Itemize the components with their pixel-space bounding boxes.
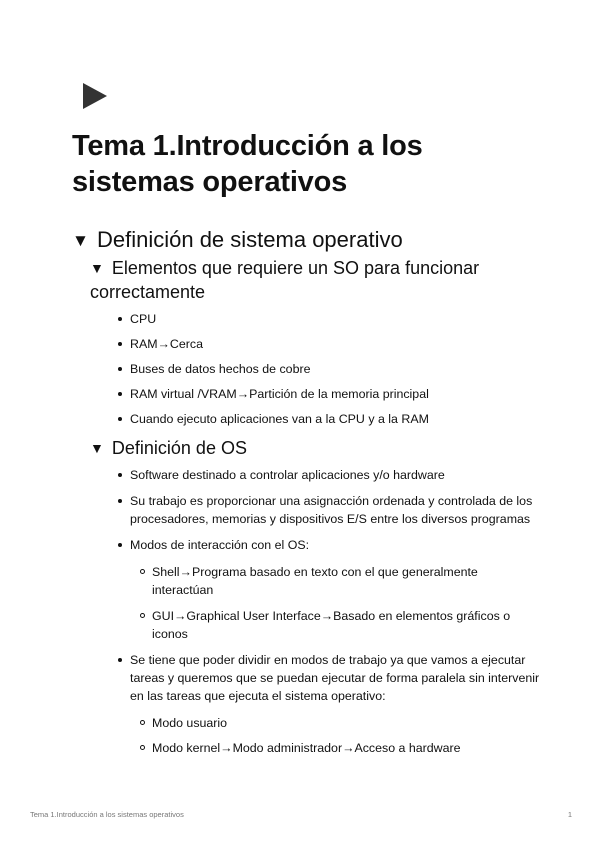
list-item: Buses de datos hechos de cobre	[130, 360, 540, 378]
toggle-heading-definicion-so[interactable]	[72, 226, 542, 254]
toggle-heading-elementos[interactable]	[90, 256, 530, 304]
list-item: RAM virtual /VRAM→Partición de la memoria principal	[130, 385, 540, 403]
heading-text: Elementos que requiere un SO para funcionar correctamente	[90, 258, 480, 302]
list-item: CPU	[130, 310, 540, 328]
list-item: Shell→Programa basado en texto con el que generalmente interactúan	[152, 563, 527, 599]
page-title: Tema 1.Introducción a los sistemas operativos	[72, 130, 423, 198]
play-icon	[82, 83, 108, 109]
list-item: GUI→Graphical User Interface→Basado en elementos gráficos o iconos	[152, 607, 527, 643]
heading-text: Definición de OS	[111, 438, 247, 458]
bullet-list-elementos	[130, 310, 540, 428]
list-item	[130, 651, 540, 757]
list-item: Cuando ejecuto aplicaciones van a la CPU y a la RAM	[130, 410, 540, 428]
heading-text: Definición de sistema operativo	[96, 227, 403, 252]
list-item: Modo kernel→Modo administrador→Acceso a hardware	[152, 739, 527, 757]
list-item: Su trabajo es proporcionar una asignacción ordenada y controlada de los procesadores, memorias y dispositivos E/S entre los diversos programas	[130, 492, 540, 528]
footer-page-number: 1	[567, 810, 572, 819]
toggle-heading-definicion-os[interactable]	[90, 436, 530, 460]
list-item: Software destinado a controlar aplicaciones y/o hardware	[130, 466, 540, 484]
list-item-text: Modos de interacción con el OS:	[130, 538, 310, 552]
list-item: RAM→Cerca	[130, 335, 540, 353]
triangle-down-icon[interactable]: ▼	[72, 230, 89, 250]
list-item	[130, 536, 540, 643]
list-item-text: Se tiene que poder dividir en modos de trabajo ya que vamos a ejecutar tareas y queremos que se puedan ejecutar de forma paralela sin intervenir en las tareas que ejecuta el sistema operativo:	[130, 653, 540, 703]
sub-list-work-modes	[152, 714, 527, 757]
triangle-down-icon[interactable]: ▼	[90, 440, 104, 456]
bullet-list-definicion-os	[130, 466, 540, 757]
footer-doc-title: Tema 1.Introducción a los sistemas operativos	[30, 810, 184, 819]
sub-list-interaction-modes	[152, 563, 527, 643]
list-item: Modo usuario	[152, 714, 527, 732]
triangle-down-icon[interactable]: ▼	[90, 260, 104, 276]
